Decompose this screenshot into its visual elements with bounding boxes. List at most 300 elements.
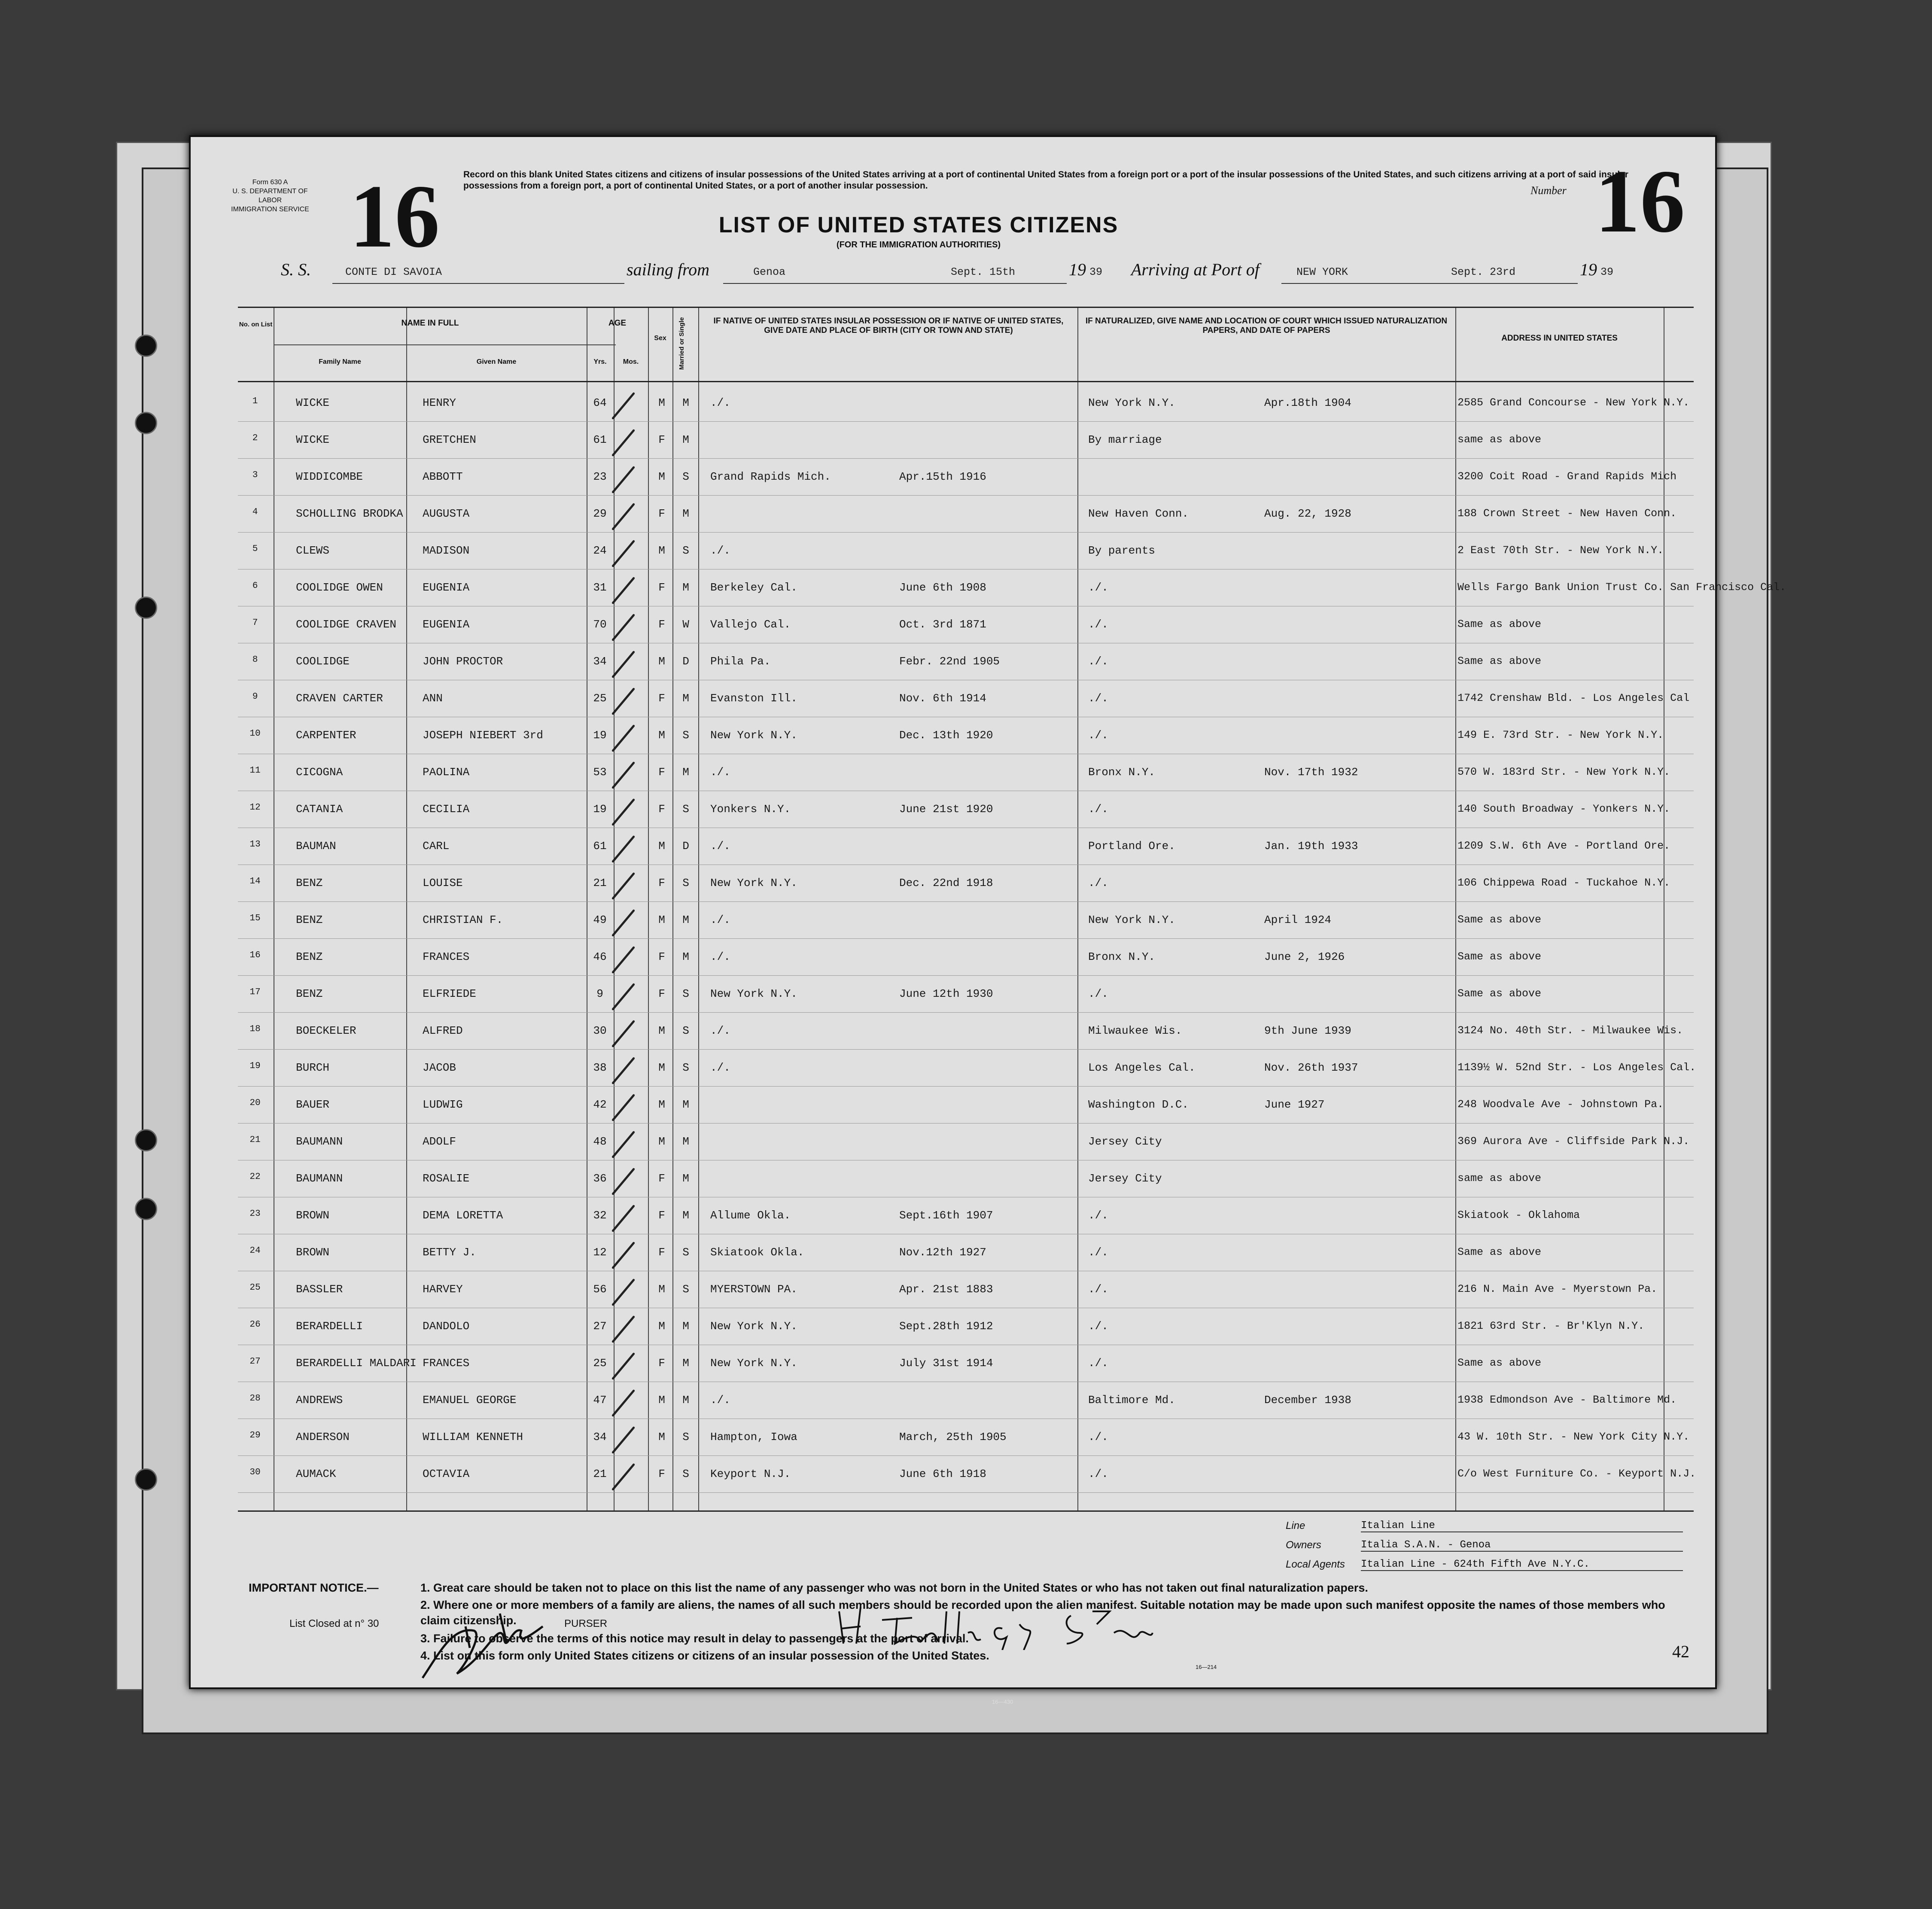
table-row	[238, 1346, 1694, 1380]
given-name: JOSEPH NIEBERT 3rd	[423, 729, 543, 742]
family-name: CATANIA	[296, 803, 343, 816]
check-mark	[612, 1279, 635, 1306]
check-mark	[612, 466, 635, 493]
marital-status: D	[682, 655, 689, 668]
marital-status: S	[682, 1246, 689, 1259]
header-naturalized: IF NATURALIZED, GIVE NAME AND LOCATION OF COURT WHICH ISSUED NATURALIZATION PAPERS, AND DATE OF PAPERS	[1085, 317, 1448, 335]
row-rule	[238, 1086, 1694, 1087]
table-row	[238, 1087, 1694, 1121]
sex: F	[658, 766, 665, 779]
family-name: BENZ	[296, 950, 323, 963]
marital-status: S	[682, 803, 689, 816]
us-address: 149 E. 73rd Str. - New York N.Y.	[1457, 729, 1664, 741]
us-address: 106 Chippewa Road - Tuckahoe N.Y.	[1457, 877, 1670, 889]
marital-status: M	[682, 396, 689, 409]
arriving-label: Arriving at Port of	[1131, 260, 1260, 279]
sex: F	[658, 877, 665, 889]
list-closed: List Closed at n° 30	[289, 1618, 379, 1629]
us-address: same as above	[1457, 1172, 1542, 1184]
table-row	[238, 644, 1694, 678]
check-mark	[612, 983, 635, 1011]
naturalization-court: ./.	[1088, 1357, 1108, 1370]
given-name: MADISON	[423, 544, 470, 557]
header-married-single: Married or Single	[678, 317, 685, 370]
age-years: 21	[593, 1468, 607, 1480]
row-number: 4	[252, 507, 258, 517]
family-name: CARPENTER	[296, 729, 356, 742]
naturalization-date: December 1938	[1264, 1394, 1351, 1407]
family-name: ANDERSON	[296, 1431, 350, 1443]
naturalization-court: ./.	[1088, 729, 1108, 742]
underline	[332, 283, 624, 284]
birth-date: June 6th 1908	[899, 581, 986, 594]
marital-status: M	[682, 1172, 689, 1185]
age-years: 61	[593, 840, 607, 853]
check-mark	[612, 1168, 635, 1195]
check-mark	[612, 1242, 635, 1269]
row-number: 28	[249, 1394, 261, 1404]
age-years: 61	[593, 433, 607, 446]
given-name: BETTY J.	[423, 1246, 476, 1259]
check-mark	[612, 1389, 635, 1417]
row-number: 1	[252, 396, 258, 406]
naturalization-court: ./.	[1088, 877, 1108, 889]
naturalization-court: By marriage	[1088, 433, 1162, 446]
header-address: ADDRESS IN UNITED STATES	[1501, 334, 1618, 343]
sex: F	[658, 1246, 665, 1259]
naturalization-court: ./.	[1088, 1209, 1108, 1222]
check-mark	[612, 1020, 635, 1047]
sex: M	[658, 840, 665, 853]
marital-status: W	[682, 618, 689, 631]
sex: M	[658, 396, 665, 409]
check-mark	[612, 1131, 635, 1158]
check-mark	[612, 1426, 635, 1454]
marital-status: M	[682, 1209, 689, 1222]
birth-place: New York N.Y.	[710, 877, 797, 889]
row-number: 13	[249, 840, 261, 849]
row-number: 30	[249, 1468, 261, 1477]
given-name: ANN	[423, 692, 443, 705]
notice-item: 3. Failure to observe the terms of this notice may result in delay to passengers at the port of arrival.	[420, 1632, 969, 1645]
naturalization-court: ./.	[1088, 987, 1108, 1000]
given-name: JACOB	[423, 1061, 456, 1074]
birth-place: ./.	[710, 766, 730, 779]
birth-place: Yonkers N.Y.	[710, 803, 791, 816]
notice-item: 1. Great care should be taken not to place on this list the name of any passenger who was not born in the United States or who has not taken out final naturalization papers.	[420, 1581, 1368, 1594]
marital-status: M	[682, 1357, 689, 1370]
family-name: BOECKELER	[296, 1024, 356, 1037]
row-rule	[238, 1049, 1694, 1050]
birth-place: Grand Rapids Mich.	[710, 470, 831, 483]
birth-date: Nov. 6th 1914	[899, 692, 986, 705]
sex: M	[658, 729, 665, 742]
department: U. S. DEPARTMENT OF LABOR	[232, 188, 308, 204]
birth-date: Febr. 22nd 1905	[899, 655, 1000, 668]
naturalization-court: ./.	[1088, 1283, 1108, 1296]
check-mark	[612, 761, 635, 789]
birth-date: Dec. 22nd 1918	[899, 877, 993, 889]
given-name: FRANCES	[423, 950, 470, 963]
age-years: 25	[593, 692, 607, 705]
family-name: BENZ	[296, 987, 323, 1000]
page-title: LIST OF UNITED STATES CITIZENS	[718, 213, 1119, 237]
birth-place: Hampton, Iowa	[710, 1431, 797, 1443]
family-name: COOLIDGE	[296, 655, 350, 668]
us-address: 216 N. Main Ave - Myerstown Pa.	[1457, 1283, 1658, 1295]
check-mark	[612, 1352, 635, 1380]
row-number: 23	[249, 1209, 261, 1219]
page-stamp-right: 16	[1595, 152, 1685, 251]
row-number: 17	[249, 987, 261, 997]
age-years: 30	[593, 1024, 607, 1037]
age-years: 49	[593, 913, 607, 926]
punch-hole	[135, 1198, 157, 1220]
us-address: Skiatook - Oklahoma	[1457, 1209, 1580, 1221]
table-row	[238, 976, 1694, 1011]
sex: M	[658, 1431, 665, 1443]
row-number: 7	[252, 618, 258, 628]
check-mark	[612, 1057, 635, 1084]
naturalization-court: ./.	[1088, 1246, 1108, 1259]
us-address: same as above	[1457, 433, 1542, 446]
birth-date: Sept.16th 1907	[899, 1209, 993, 1222]
page-subtitle: (FOR THE IMMIGRATION AUTHORITIES)	[836, 240, 1001, 250]
birth-place: Skiatook Okla.	[710, 1246, 804, 1259]
check-mark	[612, 1094, 635, 1121]
agents-value: Italian Line - 624th Fifth Ave N.Y.C.	[1361, 1559, 1683, 1571]
sex: M	[658, 913, 665, 926]
age-years: 19	[593, 729, 607, 742]
agents-label: Local Agents	[1286, 1559, 1345, 1570]
marital-status: M	[682, 433, 689, 446]
sex: M	[658, 1320, 665, 1333]
arrival-port: NEW YORK	[1296, 266, 1348, 278]
table-row	[238, 865, 1694, 900]
age-years: 34	[593, 1431, 607, 1443]
row-number: 29	[249, 1431, 261, 1440]
birth-date: July 31st 1914	[899, 1357, 993, 1370]
service: IMMIGRATION SERVICE	[231, 206, 309, 213]
naturalization-court: Jersey City	[1088, 1135, 1162, 1148]
us-address: 248 Woodvale Ave - Johnstown Pa.	[1457, 1098, 1664, 1111]
notice-item: 2. Where one or more members of a family are aliens, the names of all such members should be recorded upon the alien manifest. Suitable notation may be made upon such manifest opposite the names of those members who claim citizenship.	[420, 1598, 1665, 1627]
birth-place: ./.	[710, 840, 730, 853]
naturalization-date: Nov. 17th 1932	[1264, 766, 1358, 779]
naturalization-court: ./.	[1088, 803, 1108, 816]
marital-status: M	[682, 1394, 689, 1407]
us-address: 1742 Crenshaw Bld. - Los Angeles Cal	[1457, 692, 1690, 704]
row-number: 2	[252, 433, 258, 443]
birth-place: New York N.Y.	[710, 1357, 797, 1370]
us-address: 2585 Grand Concourse - New York N.Y.	[1457, 396, 1690, 409]
age-years: 42	[593, 1098, 607, 1111]
age-years: 46	[593, 950, 607, 963]
given-name: EUGENIA	[423, 581, 470, 594]
row-number: 6	[252, 581, 258, 591]
us-address: 570 W. 183rd Str. - New York N.Y.	[1457, 766, 1670, 778]
birth-place: New York N.Y.	[710, 1320, 797, 1333]
family-name: BAUMANN	[296, 1172, 343, 1185]
header-age: AGE	[608, 319, 627, 328]
naturalization-court: Washington D.C.	[1088, 1098, 1189, 1111]
us-address: 188 Crown Street - New Haven Conn.	[1457, 507, 1677, 520]
check-mark	[612, 1205, 635, 1232]
family-name: BERARDELLI	[296, 1320, 363, 1333]
age-years: 25	[593, 1357, 607, 1370]
age-years: 38	[593, 1061, 607, 1074]
punch-hole	[135, 412, 157, 434]
sex: F	[658, 1209, 665, 1222]
us-address: 1209 S.W. 6th Ave - Portland Ore.	[1457, 840, 1670, 852]
row-rule	[238, 1012, 1694, 1013]
naturalization-court: New Haven Conn.	[1088, 507, 1189, 520]
birth-date: Dec. 13th 1920	[899, 729, 993, 742]
naturalization-court: ./.	[1088, 655, 1108, 668]
sex: M	[658, 1283, 665, 1296]
row-number: 22	[249, 1172, 261, 1182]
line-field	[1286, 1520, 1435, 1532]
sex: M	[658, 1061, 665, 1074]
birth-place: Vallejo Cal.	[710, 618, 791, 631]
given-name: WILLIAM KENNETH	[423, 1431, 523, 1443]
age-years: 21	[593, 877, 607, 889]
page-number: 42	[1672, 1642, 1689, 1661]
table-row	[238, 533, 1694, 567]
given-name: ROSALIE	[423, 1172, 470, 1185]
age-years: 32	[593, 1209, 607, 1222]
row-number: 27	[249, 1357, 261, 1367]
marital-status: S	[682, 1024, 689, 1037]
us-address: Same as above	[1457, 950, 1542, 963]
naturalization-court: Bronx N.Y.	[1088, 950, 1156, 963]
row-number: 10	[249, 729, 261, 739]
check-mark	[612, 872, 635, 900]
us-address: Same as above	[1457, 987, 1542, 1000]
owners-value: Italia S.A.N. - Genoa	[1361, 1539, 1683, 1552]
birth-place: ./.	[710, 544, 730, 557]
family-name: CRAVEN CARTER	[296, 692, 383, 705]
check-mark	[612, 614, 635, 641]
sex: M	[658, 1135, 665, 1148]
family-name: WIDDICOMBE	[296, 470, 363, 483]
us-address: C/o West Furniture Co. - Keyport N.J.	[1457, 1468, 1696, 1480]
check-mark	[612, 540, 635, 567]
us-address: 3200 Coit Road - Grand Rapids Mich	[1457, 470, 1677, 483]
form-identifier	[225, 178, 315, 214]
birth-place: Allume Okla.	[710, 1209, 791, 1222]
line-value: Italian Line	[1361, 1520, 1683, 1532]
row-number: 16	[249, 950, 261, 960]
row-rule	[238, 938, 1694, 939]
family-name: BASSLER	[296, 1283, 343, 1296]
row-number: 25	[249, 1283, 261, 1293]
check-mark	[612, 1315, 635, 1343]
table-row	[238, 1013, 1694, 1047]
family-name: WICKE	[296, 396, 330, 409]
sex: F	[658, 692, 665, 705]
header-rule	[274, 344, 616, 345]
family-name: BAUMANN	[296, 1135, 343, 1148]
row-rule	[238, 1455, 1694, 1456]
list-closed-text	[289, 1618, 608, 1630]
birth-date: March, 25th 1905	[899, 1431, 1007, 1443]
naturalization-court: Jersey City	[1088, 1172, 1162, 1185]
age-years: 23	[593, 470, 607, 483]
naturalization-date: Aug. 22, 1928	[1264, 507, 1351, 520]
table-row	[238, 718, 1694, 752]
sex: M	[658, 1098, 665, 1111]
table-row	[238, 792, 1694, 826]
birth-place: ./.	[710, 913, 730, 926]
family-name: WICKE	[296, 433, 330, 446]
birth-place: New York N.Y.	[710, 987, 797, 1000]
table-row	[238, 1124, 1694, 1158]
us-address: 3124 No. 40th Str. - Milwaukee Wis.	[1457, 1024, 1683, 1037]
naturalization-court: New York N.Y.	[1088, 913, 1175, 926]
row-rule	[238, 901, 1694, 902]
purser-label: PURSER	[564, 1618, 608, 1629]
naturalization-date: Nov. 26th 1937	[1264, 1061, 1358, 1074]
given-name: JOHN PROCTOR	[423, 655, 503, 668]
birth-place: ./.	[710, 1024, 730, 1037]
table-row	[238, 607, 1694, 641]
form-code: 16—214	[1196, 1664, 1217, 1670]
header-birth: IF NATIVE OF UNITED STATES INSULAR POSSESSION OR IF NATIVE OF UNITED STATES, GIVE DATE AND PLACE OF BIRTH (CITY OR TOWN AND STATE)	[713, 317, 1064, 335]
table-row	[238, 570, 1786, 604]
birth-date: Apr. 21st 1883	[899, 1283, 993, 1296]
sex: M	[658, 1024, 665, 1037]
age-years: 36	[593, 1172, 607, 1185]
us-address: Same as above	[1457, 913, 1542, 926]
naturalization-court: ./.	[1088, 692, 1108, 705]
given-name: ELFRIEDE	[423, 987, 476, 1000]
marital-status: S	[682, 987, 689, 1000]
family-name: BAUER	[296, 1098, 330, 1111]
owners-field	[1286, 1539, 1491, 1551]
table-row	[238, 1272, 1694, 1306]
marital-status: S	[682, 1468, 689, 1480]
given-name: CHRISTIAN F.	[423, 913, 503, 926]
sex: F	[658, 987, 665, 1000]
naturalization-court: Baltimore Md.	[1088, 1394, 1175, 1407]
us-address: Same as above	[1457, 1246, 1542, 1258]
marital-status: M	[682, 766, 689, 779]
table-row	[238, 1198, 1694, 1232]
sex: M	[658, 470, 665, 483]
table-row	[238, 459, 1694, 493]
sex: M	[658, 1394, 665, 1407]
us-address: Same as above	[1457, 655, 1542, 667]
family-name: CLEWS	[296, 544, 330, 557]
check-mark	[612, 651, 635, 678]
given-name: OCTAVIA	[423, 1468, 470, 1480]
us-address: 2 East 70th Str. - New York N.Y.	[1457, 544, 1664, 557]
punch-hole	[135, 1129, 157, 1151]
us-address: 1938 Edmondson Ave - Baltimore Md.	[1457, 1394, 1677, 1406]
marital-status: M	[682, 1098, 689, 1111]
naturalization-date: June 2, 1926	[1264, 950, 1345, 963]
age-years: 56	[593, 1283, 607, 1296]
underline	[1281, 283, 1578, 284]
punch-hole	[135, 335, 157, 357]
form-code-under: 16—430	[992, 1699, 1013, 1705]
us-address: 369 Aurora Ave - Cliffside Park N.J.	[1457, 1135, 1690, 1148]
ship-name: CONTE DI SAVOIA	[345, 266, 442, 278]
naturalization-court: By parents	[1088, 544, 1156, 557]
table-row	[238, 828, 1694, 863]
check-mark	[612, 835, 635, 863]
birth-date: Apr.15th 1916	[899, 470, 986, 483]
naturalization-date: Apr.18th 1904	[1264, 396, 1351, 409]
form-number: Form 630 A	[252, 179, 288, 186]
departure-port: Genoa	[753, 266, 786, 278]
header-no: No. on List	[239, 321, 273, 328]
birth-place: ./.	[710, 1061, 730, 1074]
naturalization-date: 9th June 1939	[1264, 1024, 1351, 1037]
birth-date: June 6th 1918	[899, 1468, 986, 1480]
form-intro: Record on this blank United States citizens and citizens of insular possessions of the United States arriving at a port of continental United States from a foreign port or a port of the insular possessions of the United States, and such citizens arriving at a port of said insular possessions from a foreign port, a port of continental United States, or a port of another insular possession.	[463, 170, 1628, 191]
sex: F	[658, 950, 665, 963]
family-name: ANDREWS	[296, 1394, 343, 1407]
marital-status: S	[682, 544, 689, 557]
naturalization-date: April 1924	[1264, 913, 1332, 926]
row-number: 18	[249, 1024, 261, 1034]
row-number: 24	[249, 1246, 261, 1256]
family-name: COOLIDGE CRAVEN	[296, 618, 397, 631]
table-row	[238, 1419, 1694, 1454]
family-name: BROWN	[296, 1209, 330, 1222]
birth-place: New York N.Y.	[710, 729, 797, 742]
row-number: 26	[249, 1320, 261, 1330]
agents-field	[1286, 1559, 1590, 1571]
family-name: SCHOLLING BRODKA	[296, 507, 403, 520]
table-row	[238, 496, 1694, 530]
age-years: 27	[593, 1320, 607, 1333]
table-row	[238, 1382, 1694, 1417]
row-rule	[238, 532, 1694, 533]
age-years: 24	[593, 544, 607, 557]
marital-status: M	[682, 581, 689, 594]
given-name: EMANUEL GEORGE	[423, 1394, 517, 1407]
given-name: ADOLF	[423, 1135, 456, 1148]
birth-date: Oct. 3rd 1871	[899, 618, 986, 631]
header-family-name: Family Name	[319, 358, 361, 365]
row-number: 19	[249, 1061, 261, 1071]
check-mark	[612, 946, 635, 974]
birth-place: ./.	[710, 396, 730, 409]
sex: M	[658, 544, 665, 557]
age-years: 34	[593, 655, 607, 668]
notice-lead: IMPORTANT NOTICE.—	[249, 1581, 379, 1594]
age-years: 31	[593, 581, 607, 594]
naturalization-court: Los Angeles Cal.	[1088, 1061, 1196, 1074]
given-name: FRANCES	[423, 1357, 470, 1370]
family-name: BROWN	[296, 1246, 330, 1259]
us-address: 140 South Broadway - Yonkers N.Y.	[1457, 803, 1670, 815]
given-name: CARL	[423, 840, 450, 853]
naturalization-court: ./.	[1088, 618, 1108, 631]
birth-place: ./.	[710, 950, 730, 963]
given-name: DEMA LORETTA	[423, 1209, 503, 1222]
table-row	[238, 681, 1694, 715]
notice-item: 4. List on this form only United States citizens or citizens of an insular possession of the United States.	[420, 1649, 989, 1662]
table-row	[238, 1456, 1694, 1491]
family-name: BENZ	[296, 913, 323, 926]
birth-place: Keyport N.J.	[710, 1468, 791, 1480]
arrival-date: Sept. 23rd	[1451, 266, 1516, 278]
table-row	[238, 1050, 1694, 1084]
